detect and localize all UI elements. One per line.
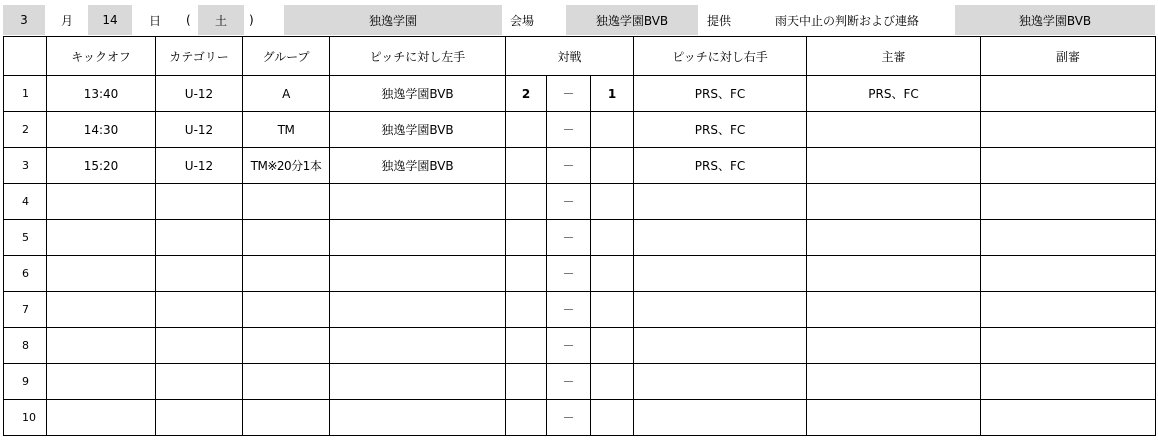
group-cell[interactable] <box>243 292 330 328</box>
day-label: 日 <box>149 13 162 28</box>
col-header-category: カテゴリー <box>156 37 243 76</box>
left-team-cell[interactable] <box>330 256 506 292</box>
table-header-row <box>4 37 1156 76</box>
group-cell[interactable] <box>243 220 330 256</box>
right-team-cell[interactable] <box>634 256 807 292</box>
dash-cell: － <box>547 364 591 400</box>
kickoff-cell[interactable] <box>47 256 156 292</box>
left-team-cell[interactable] <box>330 220 506 256</box>
group-cell[interactable]: TM※20分1本 <box>243 148 330 184</box>
score-right-cell[interactable] <box>591 112 634 148</box>
weekday-value[interactable]: 土 <box>198 5 244 35</box>
referee-cell[interactable] <box>807 220 981 256</box>
dash-cell: － <box>547 112 591 148</box>
category-cell[interactable] <box>156 220 243 256</box>
table-row <box>4 220 1156 256</box>
table-row <box>4 400 1156 436</box>
assistant-cell[interactable] <box>981 328 1156 364</box>
referee-cell[interactable] <box>807 256 981 292</box>
kickoff-cell[interactable] <box>47 364 156 400</box>
group-cell[interactable] <box>243 400 330 436</box>
row-number: 5 <box>4 220 47 256</box>
right-team-cell[interactable]: PRS、FC <box>634 76 807 112</box>
assistant-cell[interactable] <box>981 112 1156 148</box>
paren-open: ( <box>186 13 191 27</box>
row-number: 10 <box>4 400 47 436</box>
score-left-cell[interactable] <box>506 148 547 184</box>
left-team-cell[interactable] <box>330 328 506 364</box>
score-right-cell[interactable] <box>591 328 634 364</box>
category-cell[interactable] <box>156 292 243 328</box>
referee-cell[interactable] <box>807 184 981 220</box>
category-cell[interactable]: U-12 <box>156 148 243 184</box>
score-right-cell[interactable] <box>591 256 634 292</box>
table-row <box>4 148 1156 184</box>
referee-cell[interactable] <box>807 112 981 148</box>
assistant-cell[interactable] <box>981 76 1156 112</box>
table-row <box>4 76 1156 112</box>
row-number: 7 <box>4 292 47 328</box>
score-right-cell[interactable]: 1 <box>591 76 634 112</box>
left-team-cell[interactable] <box>330 184 506 220</box>
score-left-cell[interactable] <box>506 292 547 328</box>
col-header-left-team: ピッチに対し左手 <box>330 37 506 76</box>
score-left-cell[interactable] <box>506 112 547 148</box>
table-row <box>4 112 1156 148</box>
table-row <box>4 184 1156 220</box>
score-left-cell[interactable] <box>506 364 547 400</box>
assistant-cell[interactable] <box>981 256 1156 292</box>
kickoff-cell[interactable]: 14:30 <box>47 112 156 148</box>
col-header-match: 対戦 <box>506 37 634 76</box>
month-value[interactable]: 3 <box>3 5 45 35</box>
right-team-cell[interactable] <box>634 328 807 364</box>
provider-label: 提供 <box>707 13 732 28</box>
score-left-cell[interactable] <box>506 400 547 436</box>
venue-label: 会場 <box>510 13 535 28</box>
left-team-cell[interactable]: 独逸学園BVB <box>330 76 506 112</box>
assistant-cell[interactable] <box>981 364 1156 400</box>
score-right-cell[interactable] <box>591 400 634 436</box>
row-number: 2 <box>4 112 47 148</box>
right-team-cell[interactable] <box>634 184 807 220</box>
assistant-cell[interactable] <box>981 148 1156 184</box>
left-team-cell[interactable]: 独逸学園BVB <box>330 148 506 184</box>
dash-cell: － <box>547 292 591 328</box>
assistant-cell[interactable] <box>981 292 1156 328</box>
right-team-cell[interactable]: PRS、FC <box>634 148 807 184</box>
score-right-cell[interactable] <box>591 364 634 400</box>
referee-cell[interactable] <box>807 328 981 364</box>
row-number: 8 <box>4 328 47 364</box>
kickoff-cell[interactable] <box>47 292 156 328</box>
category-cell[interactable]: U-12 <box>156 76 243 112</box>
referee-cell[interactable] <box>807 292 981 328</box>
rain-contact-value[interactable]: 独逸学園BVB <box>955 5 1155 35</box>
month-label: 月 <box>61 13 74 28</box>
right-team-cell[interactable] <box>634 400 807 436</box>
dash-cell: － <box>547 256 591 292</box>
left-team-cell[interactable] <box>330 292 506 328</box>
row-number: 9 <box>4 364 47 400</box>
assistant-cell[interactable] <box>981 184 1156 220</box>
left-team-cell[interactable] <box>330 400 506 436</box>
col-header-referee: 主審 <box>807 37 981 76</box>
dash-cell: － <box>547 184 591 220</box>
referee-cell[interactable] <box>807 364 981 400</box>
category-cell[interactable]: U-12 <box>156 112 243 148</box>
paren-close: ) <box>249 13 254 27</box>
venue-value[interactable]: 独逸学園BVB <box>566 5 698 35</box>
col-header-no <box>4 37 47 76</box>
dash-cell: － <box>547 328 591 364</box>
right-team-cell[interactable] <box>634 364 807 400</box>
score-right-cell[interactable] <box>591 292 634 328</box>
group-cell[interactable] <box>243 256 330 292</box>
group-cell[interactable] <box>243 184 330 220</box>
group-cell[interactable] <box>243 364 330 400</box>
host-name[interactable]: 独逸学園 <box>284 5 502 35</box>
category-cell[interactable] <box>156 328 243 364</box>
category-cell[interactable] <box>156 256 243 292</box>
col-header-right-team: ピッチに対し右手 <box>634 37 807 76</box>
table-row <box>4 292 1156 328</box>
col-header-group: グループ <box>243 37 330 76</box>
score-right-cell[interactable] <box>591 220 634 256</box>
category-cell[interactable] <box>156 184 243 220</box>
kickoff-cell[interactable] <box>47 328 156 364</box>
dash-cell: － <box>547 148 591 184</box>
assistant-cell[interactable] <box>981 400 1156 436</box>
category-cell[interactable] <box>156 400 243 436</box>
day-value[interactable]: 14 <box>88 5 132 35</box>
kickoff-cell[interactable]: 15:20 <box>47 148 156 184</box>
score-right-cell[interactable] <box>591 148 634 184</box>
score-left-cell[interactable] <box>506 256 547 292</box>
score-left-cell[interactable]: 2 <box>506 76 547 112</box>
kickoff-cell[interactable] <box>47 220 156 256</box>
row-number: 3 <box>4 148 47 184</box>
right-team-cell[interactable] <box>634 292 807 328</box>
table-row <box>4 256 1156 292</box>
score-right-cell[interactable] <box>591 184 634 220</box>
score-left-cell[interactable] <box>506 328 547 364</box>
col-header-assistant: 副審 <box>981 37 1156 76</box>
score-left-cell[interactable] <box>506 220 547 256</box>
kickoff-cell[interactable]: 13:40 <box>47 76 156 112</box>
group-cell[interactable]: A <box>243 76 330 112</box>
referee-cell[interactable] <box>807 148 981 184</box>
group-cell[interactable] <box>243 328 330 364</box>
table-row <box>4 364 1156 400</box>
left-team-cell[interactable] <box>330 364 506 400</box>
dash-cell: － <box>547 400 591 436</box>
row-number: 1 <box>4 76 47 112</box>
row-number: 4 <box>4 184 47 220</box>
table-row <box>4 328 1156 364</box>
score-left-cell[interactable] <box>506 184 547 220</box>
referee-cell[interactable] <box>807 400 981 436</box>
referee-cell[interactable]: PRS、FC <box>807 76 981 112</box>
header-strip <box>0 0 1158 36</box>
right-team-cell[interactable] <box>634 220 807 256</box>
kickoff-cell[interactable] <box>47 400 156 436</box>
dash-cell: － <box>547 76 591 112</box>
left-team-cell[interactable]: 独逸学園BVB <box>330 112 506 148</box>
row-number: 6 <box>4 256 47 292</box>
group-cell[interactable]: TM <box>243 112 330 148</box>
assistant-cell[interactable] <box>981 220 1156 256</box>
dash-cell: － <box>547 220 591 256</box>
match-table <box>3 36 1156 436</box>
kickoff-cell[interactable] <box>47 184 156 220</box>
rain-cancel-label: 雨天中止の判断および連絡 <box>775 13 920 28</box>
category-cell[interactable] <box>156 364 243 400</box>
right-team-cell[interactable]: PRS、FC <box>634 112 807 148</box>
col-header-kickoff: キックオフ <box>47 37 156 76</box>
